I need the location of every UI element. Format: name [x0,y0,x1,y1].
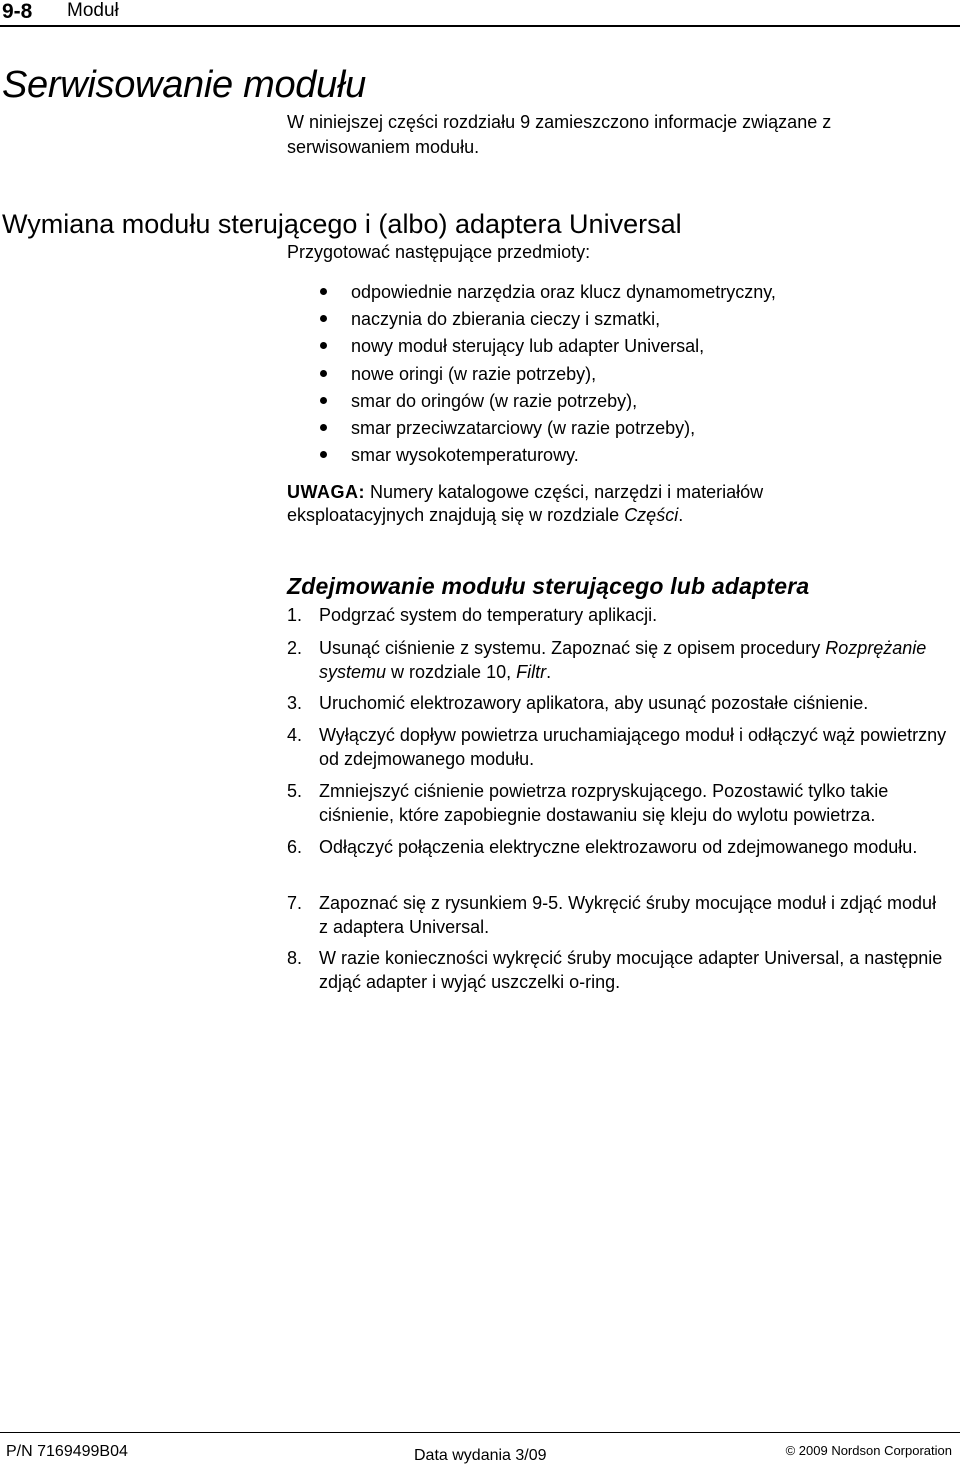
list-item: smar przeciwzatarciowy (w razie potrzeby), [287,417,776,444]
bullet-icon [320,424,327,431]
page-number: 9-8 [2,0,33,23]
step-item: 6. Odłączyć połączenia elektryczne elektrozaworu od zdejmowanego modułu. [287,837,918,857]
intro-paragraph: W niniejszej części rozdziału 9 zamieszczono informacje związane z serwisowaniem modułu. [287,112,832,157]
bullet-icon [320,397,327,404]
step-item: 4. Wyłączyć dopływ powietrza uruchamiającego moduł i odłączyć wąż powietrzny od zdejmowanego modułu. [287,725,947,769]
prepare-text: Przygotować następujące przedmioty: [287,242,591,262]
bullet-icon [320,315,327,322]
part-number: P/N 7169499B04 [6,1443,128,1460]
step-item: 7. Zapoznać się z rysunkiem 9-5. Wykręcić śruby mocujące moduł i zdjąć moduł z adaptera Universal. [287,893,937,937]
note-label: UWAGA: [287,482,365,502]
page-footer [0,1430,960,1465]
chapter-title: Moduł [67,0,119,21]
items-list [287,281,776,471]
list-item: nowe oringi (w razie potrzeby), [287,363,776,390]
section-heading: Wymiana modułu sterującego i (albo) adaptera Universal [2,209,682,239]
list-item: odpowiednie narzędzia oraz klucz dynamometryczny, [287,281,776,308]
note-paragraph: UWAGA: Numery katalogowe części, narzędzi i materiałów eksploatacyjnych znajdują się w rozdziale Części. [287,482,764,525]
chapter-reference: Części [624,505,679,525]
footer-divider [0,1432,960,1433]
subsection-heading: Zdejmowanie modułu sterującego lub adaptera [287,573,810,599]
list-item: naczynia do zbierania cieczy i szmatki, [287,308,776,335]
step-item: 2. Usunąć ciśnienie z systemu. Zapoznać się z opisem procedury Rozprężanie systemu w rozdziale 10, Filtr. [287,638,927,682]
header-divider [0,25,960,27]
step-item: 8. W razie konieczności wykręcić śruby mocujące adapter Universal, a następnie zdjąć adapter i wyjąć uszczelki o-ring. [287,948,943,992]
issue-date: Data wydania 3/09 [414,1447,547,1464]
copyright: © 2009 Nordson Corporation [785,1443,952,1458]
bullet-icon [320,451,327,458]
step-item: 5. Zmniejszyć ciśnienie powietrza rozpryskującego. Pozostawić tylko takie ciśnienie, które zapobiegnie dostawaniu się kleju do wylotu powietrza. [287,781,889,825]
copyright-icon: © [785,1443,796,1458]
step-item: 1. Podgrzać system do temperatury aplikacji. [287,605,658,625]
step-item: 3. Uruchomić elektrozawory aplikatora, aby usunąć pozostałe ciśnienie. [287,693,869,713]
page-header [0,0,960,28]
bullet-icon [320,288,327,295]
list-item: nowy moduł sterujący lub adapter Universal, [287,335,776,362]
list-item: smar do oringów (w razie potrzeby), [287,390,776,417]
list-item: smar wysokotemperaturowy. [287,444,776,471]
page-title: Serwisowanie modułu [2,64,366,106]
bullet-icon [320,370,327,377]
bullet-icon [320,342,327,349]
